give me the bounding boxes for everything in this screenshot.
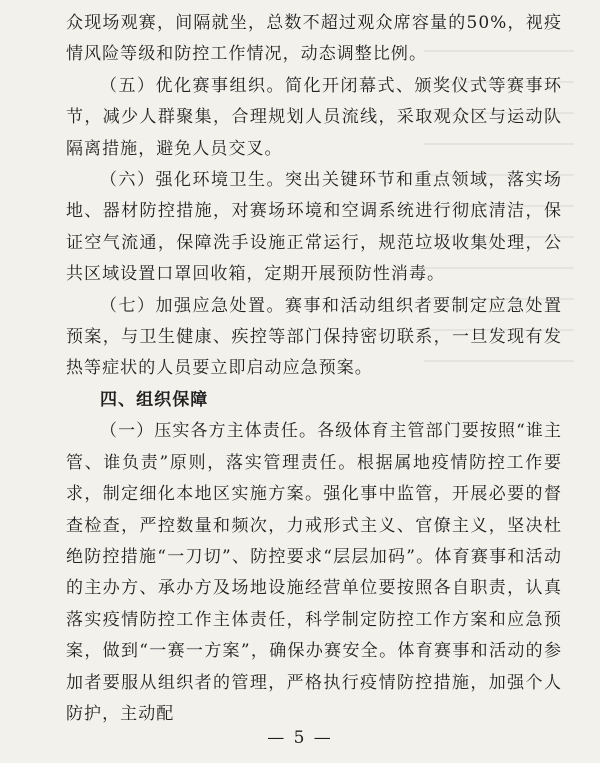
- paragraph-responsibility: （一）压实各方主体责任。各级体育主管部门要按照“谁主管、谁负责”原则，落实管理责任。根据属地疫情防控工作要求，制定细化本地区实施方案。强化事中监管，开展必要的督查检查，严控数量和频次，力戒形式主义、官僚主义，坚决杜绝防控措施“一刀切”、防控要求“层层加码”。体育赛事和活动的主办方、承办方及场地设施经营单位要按照各自职责，认真落实疫情防控工作主体责任，科学制定防控工作方案和应急预案，做到“一赛一方案”，确保办赛安全。体育赛事和活动的参加者要服从组织者的管理，严格执行疫情防控措施，加强个人防护，主动配: [66, 421, 562, 724]
- paragraph-optimize-event-organization: （五）优化赛事组织。简化开闭幕式、颁奖仪式等赛事环节，减少人群聚集，合理规划人员流线，采取观众区与运动队隔离措施，避免人员交叉。: [66, 75, 562, 159]
- paragraph-emergency-response: （七）加强应急处置。赛事和活动组织者要制定应急处置预案，与卫生健康、疾控等部门保持密切联系，一旦发现有发热等症状的人员要立即启动应急预案。: [66, 295, 562, 379]
- paragraph-continuation: 众现场观赛，间隔就坐，总数不超过观众席容量的50%，视疫情风险等级和防控工作情况，动态调整比例。: [66, 13, 562, 65]
- paragraph-environmental-hygiene: （六）强化环境卫生。突出关键环节和重点领域，落实场地、器材防控措施，对赛场环境和空调系统进行彻底清洁，保证空气流通，保障洗手设施正常运行，规范垃圾收集处理，公共区域设置口罩回收箱，定期开展预防性消毒。: [66, 170, 562, 285]
- section-heading-organizational-guarantee: 四、组织保障: [100, 389, 209, 410]
- page-number: — 5 —: [267, 728, 333, 748]
- document-body: [66, 8, 562, 730]
